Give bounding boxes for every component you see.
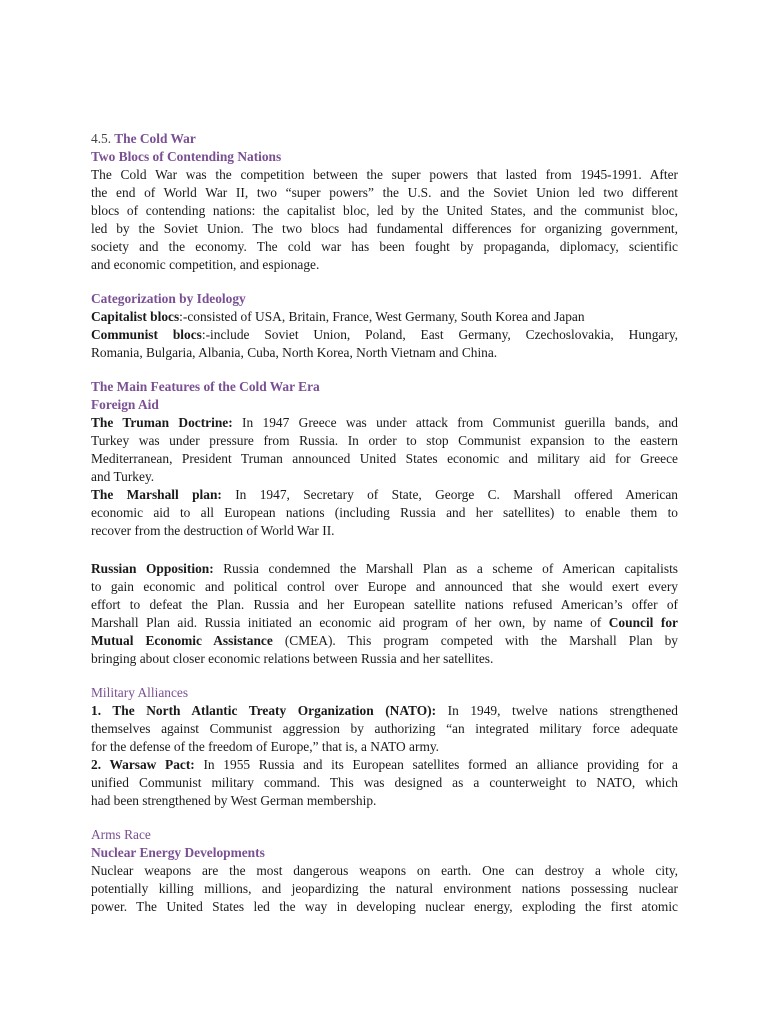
- russian-label: Russian Opposition:: [91, 561, 214, 576]
- russian-text: Russia condemned the Marshall Plan as a scheme of American capitalists: [213, 561, 678, 576]
- marshall-line-2: economic aid to all European nations (including Russia and her satellites) to enable them to: [91, 505, 678, 520]
- marshall-label: The Marshall plan:: [91, 487, 222, 502]
- warsaw-text: In 1955 Russia and its European satellites formed an alliance providing for a: [194, 757, 678, 772]
- nato-line-1: [91, 702, 678, 720]
- truman-label: The Truman Doctrine:: [91, 415, 233, 430]
- paragraph-line: Nuclear weapons are the most dangerous weapons on earth. One can destroy a whole city,: [91, 863, 678, 878]
- capitalist-label: Capitalist blocs: [91, 309, 180, 324]
- nato-line-2: themselves against Communist aggression by authorizing “an integrated military force adequate: [91, 721, 678, 736]
- russian-line-6: bringing about closer economic relations between Russia and her satellites.: [91, 651, 494, 666]
- russian-line-2: to gain economic and political control over Europe and announced that she would exert every: [91, 579, 678, 594]
- nato-label: 1. The North Atlantic Treaty Organization (NATO):: [91, 703, 437, 718]
- spacer: [91, 540, 678, 560]
- nato-text: In 1949, twelve nations strengthened: [436, 703, 678, 718]
- marshall-line-1: [91, 486, 678, 504]
- spacer: [91, 274, 678, 290]
- capitalist-text: :-consisted of USA, Britain, France, West Germany, South Korea and Japan: [179, 309, 585, 324]
- paragraph-line: power. The United States led the way in developing nuclear energy, exploding the first atomic: [91, 899, 678, 914]
- spacer: [91, 668, 678, 684]
- section-subtitle: Two Blocs of Contending Nations: [91, 149, 282, 164]
- document-content: [91, 130, 678, 916]
- truman-line-1: [91, 414, 678, 432]
- paragraph-line: led by the Soviet Union. The two blocs had fundamental differences for organizing government,: [91, 221, 678, 236]
- paragraph-line: blocs of contending nations: the capitalist bloc, led by the United States, and the communist bloc,: [91, 203, 678, 218]
- truman-text: In 1947 Greece was under attack from Communist guerilla bands, and: [232, 415, 678, 430]
- russian-text-4: Marshall Plan aid. Russia initiated an economic aid program of her own, by name of: [91, 615, 609, 630]
- warsaw-line-3: had been strengthened by West German membership.: [91, 793, 377, 808]
- marshall-line-3: recover from the destruction of World War II.: [91, 523, 335, 538]
- features-heading: The Main Features of the Cold War Era: [91, 379, 320, 394]
- russian-line-3: effort to defeat the Plan. Russia and her European satellite nations refused American’s offer of: [91, 597, 678, 612]
- military-heading: Military Alliances: [91, 685, 189, 700]
- nuclear-heading: Nuclear Energy Developments: [91, 845, 265, 860]
- nato-line-3: for the defense of the freedom of Europe,” that is, a NATO army.: [91, 739, 440, 754]
- truman-line-2: Turkey was under pressure from Russia. In order to stop Communist expansion to the eastern: [91, 433, 678, 448]
- capitalist-line: [91, 308, 678, 326]
- truman-line-3: Mediterranean, President Truman announced United States economic and military aid for Greece: [91, 451, 678, 466]
- section-title: [91, 130, 678, 148]
- paragraph-line: The Cold War was the competition between the super powers that lasted from 1945-1991. After: [91, 167, 678, 182]
- marshall-text: In 1947, Secretary of State, George C. Marshall offered American: [221, 487, 678, 502]
- warsaw-line-1: [91, 756, 678, 774]
- communist-line: [91, 326, 678, 344]
- truman-line-4: and Turkey.: [91, 469, 155, 484]
- communist-line-2: Romania, Bulgaria, Albania, Cuba, North Korea, North Vietnam and China.: [91, 345, 498, 360]
- russian-line-4: [91, 614, 678, 632]
- paragraph-line: and economic competition, and espionage.: [91, 257, 320, 272]
- foreign-aid-heading: Foreign Aid: [91, 397, 159, 412]
- warsaw-line-2: unified Communist military command. This was designed as a counterweight to NATO, which: [91, 775, 678, 790]
- russian-line-1: [91, 560, 678, 578]
- spacer: [91, 810, 678, 826]
- cmea-label-1: Council for: [608, 615, 678, 630]
- russian-line-5: [91, 632, 678, 650]
- warsaw-label: 2. Warsaw Pact:: [91, 757, 195, 772]
- paragraph-line: society and the economy. The cold war has been fought by propaganda, diplomacy, scientific: [91, 239, 678, 254]
- communist-text: :-include Soviet Union, Poland, East Germany, Czechoslovakia, Hungary,: [201, 327, 678, 342]
- spacer: [91, 362, 678, 378]
- arms-heading: Arms Race: [91, 827, 151, 842]
- section-title-text: The Cold War: [114, 131, 196, 146]
- ideology-heading: Categorization by Ideology: [91, 291, 246, 306]
- communist-label: Communist blocs: [91, 327, 202, 342]
- russian-text-5: (CMEA). This program competed with the Marshall Plan by: [272, 633, 678, 648]
- section-number: 4.5.: [91, 131, 112, 146]
- paragraph-line: the end of World War II, two “super powers” the U.S. and the Soviet Union led two different: [91, 185, 678, 200]
- paragraph-line: potentially killing millions, and jeopardizing the natural environment nations possessing nuclear: [91, 881, 678, 896]
- cmea-label-2: Mutual Economic Assistance: [91, 633, 273, 648]
